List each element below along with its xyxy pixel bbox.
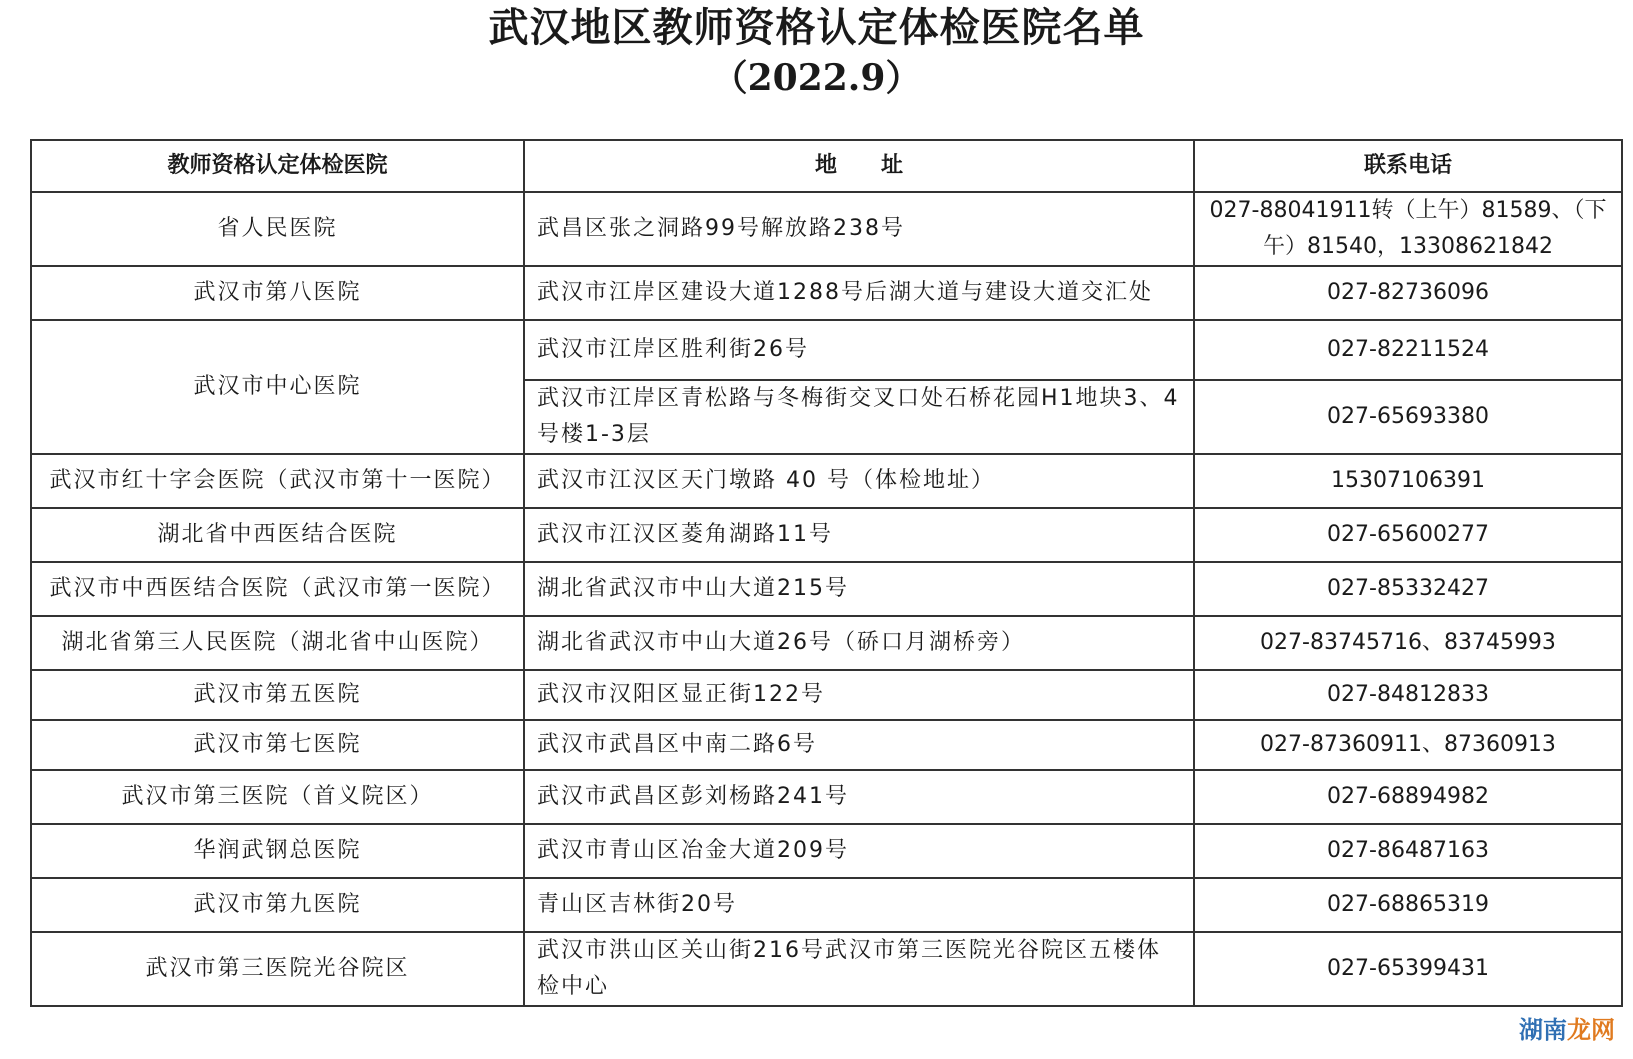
header-phone: 联系电话	[1194, 140, 1622, 192]
hospital-cell: 武汉市第五医院	[31, 670, 524, 720]
phone-cell: 027-68894982	[1194, 770, 1622, 824]
hospital-cell: 湖北省第三人民医院（湖北省中山医院）	[31, 616, 524, 670]
document-title: 武汉地区教师资格认定体检医院名单	[488, 4, 1145, 51]
phone-cell: 027-86487163	[1194, 824, 1622, 878]
hospital-cell: 湖北省中西医结合医院	[31, 508, 524, 562]
hospital-cell: 武汉市中西医结合医院（武汉市第一医院）	[31, 562, 524, 616]
hospital-cell: 武汉市红十字会医院（武汉市第十一医院）	[31, 454, 524, 508]
table-row	[31, 616, 1622, 670]
phone-cell: 027-65399431	[1194, 932, 1622, 1006]
phone-cell: 027-87360911、87360913	[1194, 720, 1622, 770]
hospital-table	[30, 139, 1623, 1007]
address-cell: 武汉市洪山区关山街216号武汉市第三医院光谷院区五楼体检中心	[524, 932, 1194, 1006]
phone-cell: 027-85332427	[1194, 562, 1622, 616]
table-header-row	[31, 140, 1622, 192]
address-cell: 武汉市江岸区建设大道1288号后湖大道与建设大道交汇处	[524, 266, 1194, 320]
table-row	[31, 770, 1622, 824]
hospital-cell: 武汉市第七医院	[31, 720, 524, 770]
address-cell: 武汉市武昌区彭刘杨路241号	[524, 770, 1194, 824]
header-address: 地 址	[524, 140, 1194, 192]
hospital-cell: 武汉市中心医院	[31, 320, 524, 454]
table-row	[31, 720, 1622, 770]
phone-cell: 027-82211524	[1194, 320, 1622, 380]
phone-cell: 027-68865319	[1194, 878, 1622, 932]
address-cell: 武汉市江汉区天门墩路 40 号（体检地址）	[524, 454, 1194, 508]
address-cell: 武汉市江汉区菱角湖路11号	[524, 508, 1194, 562]
table-row	[31, 320, 1622, 380]
phone-cell: 027-65693380	[1194, 380, 1622, 454]
hospital-cell: 武汉市第九医院	[31, 878, 524, 932]
phone-cell: 027-88041911转（上午）81589、（下午）81540，13308621842	[1194, 192, 1622, 266]
table-row	[31, 562, 1622, 616]
address-cell: 青山区吉林街20号	[524, 878, 1194, 932]
table-row	[31, 824, 1622, 878]
hospital-cell: 武汉市第三医院光谷院区	[31, 932, 524, 1006]
site-watermark	[1519, 1010, 1615, 1045]
phone-cell: 15307106391	[1194, 454, 1622, 508]
address-cell: 武汉市汉阳区显正街122号	[524, 670, 1194, 720]
hospital-cell: 省人民医院	[31, 192, 524, 266]
table-row	[31, 670, 1622, 720]
table-row	[31, 508, 1622, 562]
hospital-cell: 武汉市第三医院（首义院区）	[31, 770, 524, 824]
address-cell: 武汉市江岸区青松路与冬梅街交叉口处石桥花园H1地块3、4号楼1-3层	[524, 380, 1194, 454]
header-hospital: 教师资格认定体检医院	[31, 140, 524, 192]
phone-cell: 027-84812833	[1194, 670, 1622, 720]
table-row	[31, 266, 1622, 320]
address-cell: 湖北省武汉市中山大道26号（硚口月湖桥旁）	[524, 616, 1194, 670]
watermark-part1: 湖南	[1519, 1016, 1567, 1044]
watermark-part2: 龙网	[1567, 1016, 1615, 1044]
phone-cell: 027-82736096	[1194, 266, 1622, 320]
address-cell: 武汉市江岸区胜利街26号	[524, 320, 1194, 380]
phone-cell: 027-83745716、83745993	[1194, 616, 1622, 670]
table-row	[31, 454, 1622, 508]
address-cell: 武昌区张之洞路99号解放路238号	[524, 192, 1194, 266]
phone-cell: 027-65600277	[1194, 508, 1622, 562]
address-cell: 武汉市青山区冶金大道209号	[524, 824, 1194, 878]
hospital-cell: 华润武钢总医院	[31, 824, 524, 878]
document-subtitle: （2022.9）	[711, 57, 922, 99]
hospital-cell: 武汉市第八医院	[31, 266, 524, 320]
address-cell: 武汉市武昌区中南二路6号	[524, 720, 1194, 770]
table-row	[31, 192, 1622, 266]
table-row	[31, 878, 1622, 932]
table-row	[31, 932, 1622, 1006]
address-cell: 湖北省武汉市中山大道215号	[524, 562, 1194, 616]
